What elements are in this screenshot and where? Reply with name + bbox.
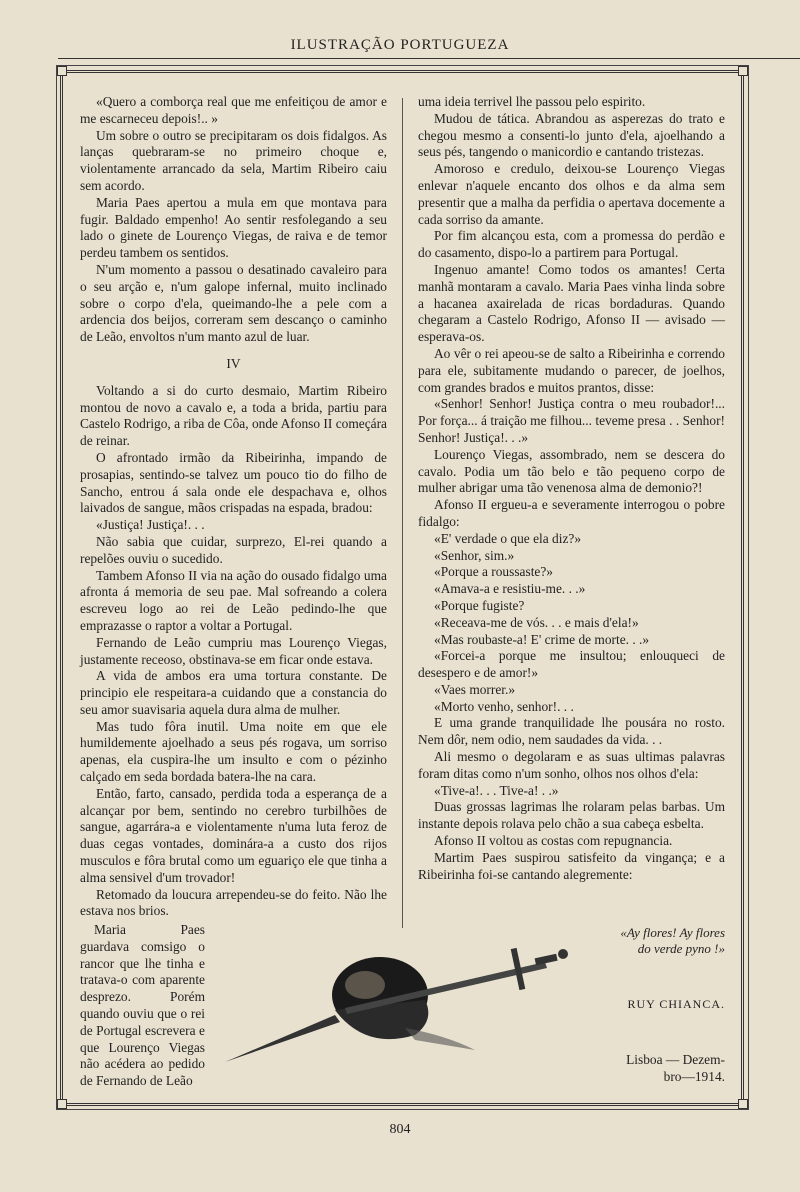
paragraph: «Receava-me de vós. . . e mais d'ela!» (434, 614, 639, 630)
severed-head-and-sword-illustration (215, 940, 575, 1075)
paragraph: Mudou de tática. Abrandou as asperezas do trato e chegou mesmo a consenti-lo junto d'ela, ajoelhando a seus pés, tangendo o manicordio e cantando tristezas. (418, 110, 725, 160)
paragraph: Afonso II ergueu-a e severamente interrogou o pobre fidalgo: (418, 497, 725, 529)
paragraph: «Tive-a!. . . Tive-a! . .» (434, 782, 559, 798)
frame-corner-br (738, 1099, 748, 1109)
paragraph: «Porque fugiste? (434, 597, 525, 613)
paragraph: Um sobre o outro se precipitaram os dois fidalgos. As lanças quebraram-se no primeiro choque e, violentamente arrancado da sela, Martim Ribeiro caiu sem acordo. (80, 127, 387, 193)
paragraph: Mas tudo fôra inutil. Uma noite em que ele humildemente ajoelhado a seus pés rogava, um sorriso apenas, ela cuspira-lhe um insulto e com o pézinho calçado em seda bordada batera-lhe na cara. (80, 718, 387, 785)
dateline-line: bro—1914. (663, 1069, 725, 1084)
epigraph-line: «Ay flores! Ay flores (620, 925, 725, 940)
paragraph: Retomado da loucura arrependeu-se do feito. Não lhe estava nos brios. (80, 886, 387, 919)
dateline (600, 1051, 725, 1085)
paragraph: Não sabia que cuidar, surprezo, El-rei quando a repelões ouviu o sucedido. (80, 533, 387, 566)
frame-corner-bl (57, 1099, 67, 1109)
paragraph: O afrontado irmão da Ribeirinha, impando de prosapias, sentindo-se talvez um pouco tio do filho de Sancho, entrou á sala onde ele despachava e, olhos laivados de sangue, mãos crispadas na espada, bradou: (80, 449, 387, 516)
paragraph: Duas grossas lagrimas lhe rolaram pelas barbas. Um instante depois rolava pelo chão a sua cabeça esbelta. (418, 799, 725, 832)
paragraph: «Mas roubaste-a! E' crime de morte. . .» (434, 631, 650, 647)
running-head: ILUSTRAÇÃO PORTUGUEZA (290, 37, 510, 53)
paragraph: E uma grande tranquilidade lhe pousára no rosto. Nem dôr, nem odio, nem saudades da vida. . . (418, 715, 725, 748)
paragraph: Fernando de Leão cumpriu mas Lourenço Viegas, justamente receoso, obstinava-se em ficar onde estava. (80, 634, 387, 667)
dateline-line: Lisboa — Dezem- (626, 1052, 725, 1067)
paragraph: Por fim alcançou esta, com a promessa do perdão e do casamento, dispo-lo a partirem para Portugal. (418, 228, 725, 261)
paragraph: Voltando a si do curto desmaio, Martim Ribeiro montou de novo a cavalo e, a toda a brida, partiu para Castelo Rodrigo, a riba de Côa, onde Afonso II começára de reinar. (80, 382, 387, 449)
paragraph: «Forcei-a porque me insultou; enlouqueci de desespero e de amor!» (418, 648, 725, 681)
header-rule (58, 58, 800, 59)
frame-corner-tl (57, 66, 67, 76)
paragraph: «Senhor! Senhor! Justiça contra o meu roubador!... Por força... á traição me filhou... teveme presa . . Senhor! Senhor! Justiça!. . .» (418, 396, 725, 445)
frame-corner-tr (738, 66, 748, 76)
section-number: IV (226, 355, 241, 371)
left-column (80, 94, 387, 920)
paragraph: «Amava-a e resistiu-me. . .» (434, 581, 586, 597)
right-column (418, 94, 725, 883)
epigraph-line: do verde pyno !» (637, 941, 725, 956)
paragraph: Lourenço Viegas, assombrado, nem se descera do cavalo. Podia um tão belo e tão pequeno corpo de mulher abrigar uma tão venenosa alma de demonio?! (418, 446, 725, 496)
paragraph: Afonso II voltou as costas com repugnancia. (434, 833, 673, 849)
epigraph (560, 925, 725, 957)
paragraph: Maria Paes guardava comsigo o rancor que lhe tinha e tratava-o com aparente desprezo. Porém quando ouviu que o rei de Portugal escrevera e que Lourenço Viegas não acédera ao pedido de Fernando de Leão (80, 922, 205, 1089)
paragraph: «Senhor, sim.» (434, 547, 515, 563)
narrow-column (80, 922, 205, 1090)
paragraph: «Porque a roussaste?» (434, 564, 553, 580)
paragraph: A vida de ambos era uma tortura constante. De principio ele respeitara-a cuidando que a constancia do seu amor suavisaria aquela dura alma de mulher. (80, 668, 387, 717)
paragraph: Então, farto, cansado, perdida toda a esperança de a alcançar por bem, sentindo no cerebro turbilhões de sangue, agarrára-a e violentamente n'uma luta feroz de duas cegas vontades, dominára-a a custo dos rijos musculos e fôra brutal como um eguariço ele que tinha a alma sensivel d'um trovador! (80, 785, 387, 885)
paragraph: Maria Paes apertou a mula em que montava para fugir. Baldado empenho! Ao sentir resfolegando a seu lado o ginete de Lourenço Viegas, de raiva e de temor perdeu tambem os sentidos. (80, 194, 387, 261)
paragraph: «Justiça! Justiça!. . . (96, 517, 205, 533)
paragraph: Tambem Afonso II via na ação do ousado fidalgo uma afronta á memoria de seu pae. Mal sofreando a colera escreveu logo ao rei de Leão pedindo-lhe que emprazasse o raptor a voltar a Portugal. (80, 567, 387, 633)
paragraph: «Quero a comborça real que me enfeitiçou de amor e me escarneceu depois!.. » (80, 94, 387, 126)
paragraph: Martim Paes suspirou satisfeito da vingança; e a Ribeirinha foi-se cantando alegremente: (418, 849, 725, 882)
paragraph: N'um momento a passou o desatinado cavaleiro para o seu arção e, n'um galope infernal, muito inclinado sobre o corpo d'ela, queimando-lhe a pele com a ardencia dos beijos, correram sem descanço o caminho de Leão, envoltos n'um manto azul de luar. (80, 261, 387, 345)
paragraph: uma ideia terrivel lhe passou pelo espirito. (418, 94, 646, 109)
paragraph: «Vaes morrer.» (434, 681, 516, 697)
paragraph: Ali mesmo o degolaram e as suas ultimas palavras foram ditas como n'um sonho, olhos nos olhos d'ela: (418, 749, 725, 781)
paragraph: «Morto venho, senhor!. . . (434, 698, 574, 714)
paragraph: Ao vêr o rei apeou-se de salto a Ribeirinha e correndo para ele, subitamente mudando o parecer, de joelhos, com grandes brados e muitos prantos, disse: (418, 345, 725, 395)
page-number: 804 (389, 1122, 411, 1137)
paragraph: «E' verdade o que ela diz?» (434, 530, 582, 546)
paragraph: Amoroso e credulo, deixou-se Lourenço Viegas enlevar n'aquele encanto dos olhos e da alma sem presentir que a malha da perfidia o apertava docemente a cada sorriso da amante. (418, 161, 725, 227)
author-signature: RUY CHIANCA. (627, 997, 725, 1011)
column-divider (402, 98, 403, 928)
paragraph: Ingenuo amante! Como todos os amantes! Certa manhã montaram a cavalo. Maria Paes vinha linda sobre a hacanea axairelada de ricas bordaduras. Quando chegaram a Castelo Rodrigo, Afonso II — avisado — esperava-os. (418, 261, 725, 345)
